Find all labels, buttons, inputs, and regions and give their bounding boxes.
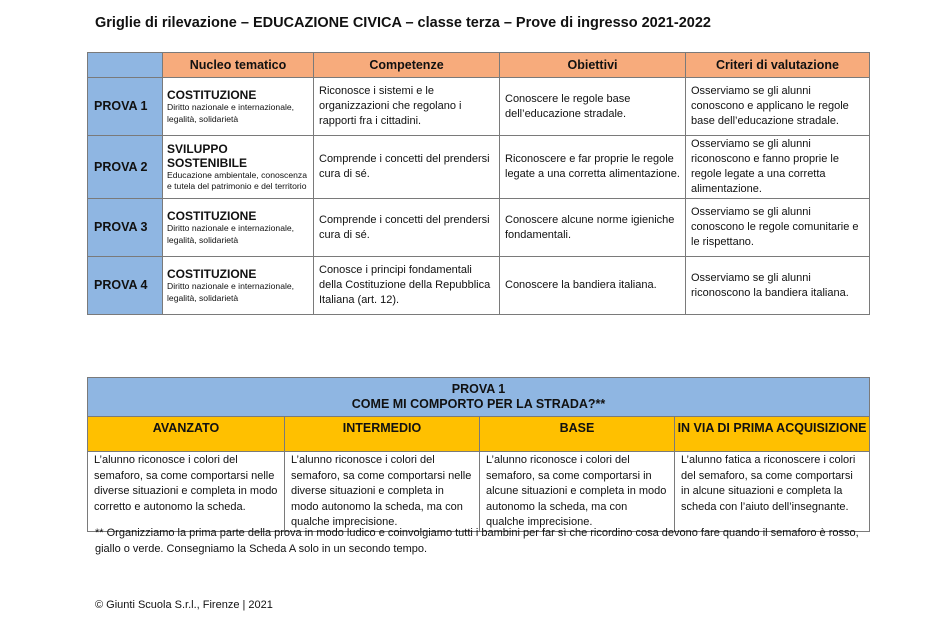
document-title: Griglie di rilevazione – EDUCAZIONE CIVICA – classe terza – Prove di ingresso 2021-2022 xyxy=(95,15,711,31)
footnote: ** Organizziamo la prima parte della prova in modo ludico e coinvolgiamo tutti i bambini per far sì che ricordino cosa devono fare quando il semaforo è rosso, giallo o verde. Consegniamo la Scheda A solo in un secondo tempo. xyxy=(95,527,859,555)
nucleo-title: COSTITUZIONE xyxy=(167,267,257,281)
level-avanzato: AVANZATO xyxy=(88,417,285,452)
obiettivi-cell: Riconoscere e far proprie le regole legate a una corretta alimentazione. xyxy=(500,136,686,199)
header-nucleo: Nucleo tematico xyxy=(163,53,314,78)
rubric-title-line2: COME MI COMPORTO PER LA STRADA?** xyxy=(351,397,606,411)
level-intermedio: INTERMEDIO xyxy=(285,417,480,452)
nucleo-cell xyxy=(163,78,314,136)
level-base: BASE xyxy=(480,417,675,452)
competenze-cell: Conosce i principi fondamentali della Costituzione della Repubblica Italiana (art. 12). xyxy=(314,257,500,315)
rubric-descriptions-row xyxy=(88,452,870,532)
assessment-grid-table xyxy=(87,52,870,315)
nucleo-subtitle: Educazione ambientale, conoscenza e tutela del patrimonio e del territorio xyxy=(167,169,307,191)
nucleo-subtitle: Diritto nazionale e internazionale, legalità, solidarietà xyxy=(167,223,295,245)
level-prima-acquisizione: IN VIA DI PRIMA ACQUISIZIONE xyxy=(675,417,870,452)
competenze-cell: Riconosce i sistemi e le organizzazioni che regolano i rapporti fra i cittadini. xyxy=(314,78,500,136)
criteri-cell: Osserviamo se gli alunni conoscono le regole comunitarie e le rispettano. xyxy=(686,199,870,257)
nucleo-cell xyxy=(163,136,314,199)
table-row xyxy=(88,136,870,199)
prova-label: PROVA 4 xyxy=(88,257,163,315)
rubric-levels-row xyxy=(88,417,870,452)
header-criteri: Criteri di valutazione xyxy=(686,53,870,78)
table-row xyxy=(88,257,870,315)
rubric-title xyxy=(88,378,870,417)
competenze-cell: Comprende i concetti del prendersi cura di sé. xyxy=(314,136,500,199)
nucleo-title: COSTITUZIONE xyxy=(167,88,257,102)
nucleo-cell xyxy=(163,199,314,257)
nucleo-subtitle: Diritto nazionale e internazionale, legalità, solidarietà xyxy=(167,102,295,124)
criteri-cell: Osserviamo se gli alunni riconoscono e fanno proprie le regole legate a una corretta alimentazione. xyxy=(686,136,870,199)
nucleo-title: COSTITUZIONE xyxy=(167,209,257,223)
rubric-title-row xyxy=(88,378,870,417)
grid-header-row xyxy=(88,53,870,78)
nucleo-title: SVILUPPO SOSTENIBILE xyxy=(167,141,248,170)
header-obiettivi: Obiettivi xyxy=(500,53,686,78)
prova-label: PROVA 2 xyxy=(88,136,163,199)
nucleo-cell xyxy=(163,257,314,315)
table-row xyxy=(88,199,870,257)
copyright-footer: © Giunti Scuola S.r.l., Firenze | 2021 xyxy=(95,599,273,611)
obiettivi-cell: Conoscere le regole base dell’educazione stradale. xyxy=(500,78,686,136)
obiettivi-cell: Conoscere alcune norme igieniche fondamentali. xyxy=(500,199,686,257)
rubric-title-line1: PROVA 1 xyxy=(451,382,506,396)
description-intermedio: L’alunno riconosce i colori del semaforo, sa come comportarsi nelle diverse situazioni e completa in modo autonomo la scheda, ma con qualche imprecisione. xyxy=(285,452,480,532)
criteri-cell: Osserviamo se gli alunni riconoscono la bandiera italiana. xyxy=(686,257,870,315)
description-avanzato: L’alunno riconosce i colori del semaforo, sa come comportarsi nelle diverse situazioni e completa in modo corretto e autonomo la scheda. xyxy=(88,452,285,532)
header-corner-cell xyxy=(88,53,163,78)
description-prima-acquisizione: L’alunno fatica a riconoscere i colori del semaforo, sa come comportarsi in alcune situazioni e completa la scheda con l’aiuto dell’insegnante. xyxy=(675,452,870,532)
table-row xyxy=(88,78,870,136)
rubric-table xyxy=(87,377,870,532)
prova-label: PROVA 1 xyxy=(88,78,163,136)
prova-label: PROVA 3 xyxy=(88,199,163,257)
header-competenze: Competenze xyxy=(314,53,500,78)
competenze-cell: Comprende i concetti del prendersi cura di sé. xyxy=(314,199,500,257)
nucleo-subtitle: Diritto nazionale e internazionale, legalità, solidarietà xyxy=(167,281,295,303)
description-base: L’alunno riconosce i colori del semaforo, sa come comportarsi in alcune situazioni e completa in modo autonomo la scheda, ma con qualche imprecisione. xyxy=(480,452,675,532)
obiettivi-cell: Conoscere la bandiera italiana. xyxy=(500,257,686,315)
criteri-cell: Osserviamo se gli alunni conoscono e applicano le regole base dell’educazione stradale. xyxy=(686,78,870,136)
